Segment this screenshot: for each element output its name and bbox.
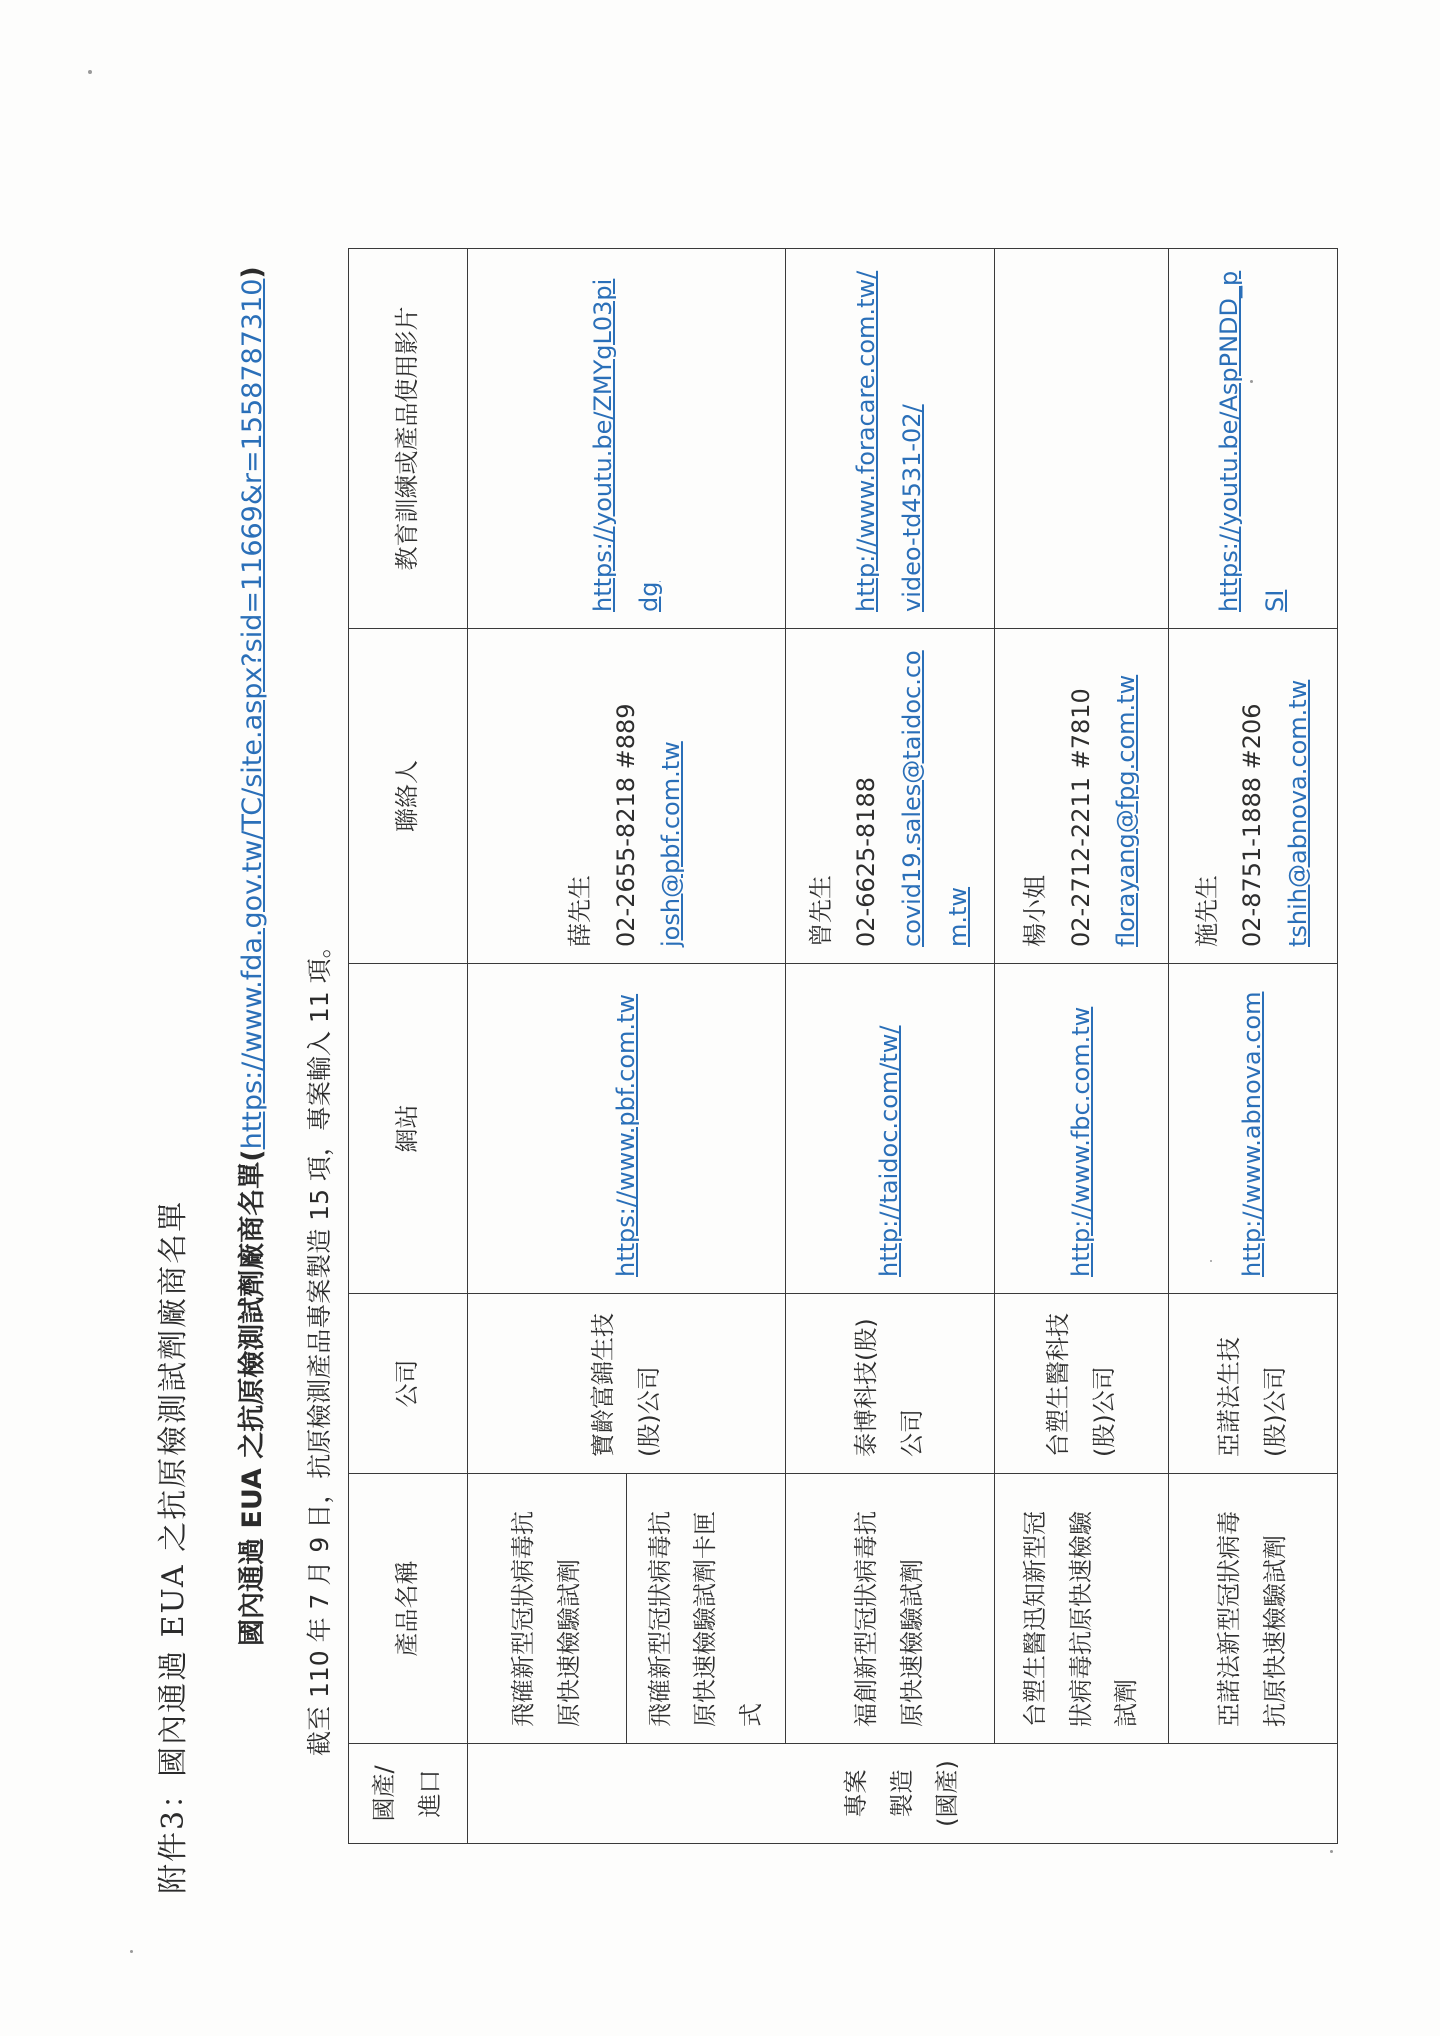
origin-label: 專案製造	[842, 1769, 916, 1818]
contact-name: 楊小姐	[1021, 875, 1050, 947]
header-website: 網站	[349, 964, 468, 1294]
fda-list-link[interactable]: https://www.fda.gov.tw/TC/site.aspx?sid=11669&r=1558787310	[237, 278, 268, 1150]
list-title-suffix: )	[237, 266, 268, 279]
contact-name: 薛先生	[566, 875, 595, 947]
table-row	[995, 249, 1169, 1844]
company-name: 台塑生醫科技(股)公司	[995, 1294, 1169, 1474]
product-name: 亞諾法新型冠狀病毒抗原快速檢驗試劑	[1169, 1474, 1338, 1744]
vendor-table	[348, 248, 1338, 1844]
company-name: 亞諾法生技(股)公司	[1169, 1294, 1338, 1474]
origin-sub: (國產)	[933, 1760, 962, 1827]
contact-email-link[interactable]: covid19.sales@taidoc.com.tw	[898, 650, 972, 947]
contact-cell	[1169, 629, 1338, 964]
video-cell	[1169, 249, 1338, 629]
date-note: 截至 110 年 7 月 9 日，抗原檢測產品專案製造 15 項，專案輸入 11 項。	[305, 933, 334, 1756]
video-link[interactable]: https://youtu.be/AspPNDD_pSI	[1215, 270, 1289, 612]
video-cell	[995, 249, 1169, 629]
company-name: 寶齡富錦生技(股)公司	[468, 1294, 786, 1474]
table-row	[468, 249, 627, 1844]
product-name: 台塑生醫迅知新型冠狀病毒抗原快速檢驗試劑	[995, 1474, 1169, 1744]
contact-phone: 02-8751-1888 #206	[1238, 703, 1267, 947]
contact-phone: 02-6625-8188	[852, 776, 881, 947]
contact-email-link[interactable]: florayang@fpg.com.tw	[1112, 674, 1141, 947]
video-link[interactable]: https://youtu.be/ZMYgL03pidg	[588, 278, 663, 612]
website-cell	[468, 964, 786, 1294]
origin-cell	[468, 1744, 1338, 1844]
list-title-prefix: 國內通過 EUA 之抗原檢測試劑廠商名單(	[237, 1149, 268, 1646]
table-header-row	[349, 249, 468, 1844]
contact-email-link[interactable]: josh@pbf.com.tw	[657, 741, 686, 947]
website-link[interactable]: http://www.abnova.com	[1238, 991, 1267, 1277]
website-cell	[786, 964, 995, 1294]
attachment-title: 附件3：國內通過 EUA 之抗原檢測試劑廠商名單	[156, 1199, 191, 1894]
list-title	[230, 266, 269, 1646]
table-row	[786, 249, 995, 1844]
header-company: 公司	[349, 1294, 468, 1474]
product-name: 福創新型冠狀病毒抗原快速檢驗試劑	[786, 1474, 995, 1744]
contact-phone: 02-2712-2211 #7810	[1066, 688, 1095, 947]
company-name: 泰博科技(股)公司	[786, 1294, 995, 1474]
website-link[interactable]: https://www.pbf.com.tw	[611, 993, 640, 1277]
website-cell	[995, 964, 1169, 1294]
table-row	[1169, 249, 1338, 1844]
contact-name: 曾先生	[806, 875, 835, 947]
contact-cell	[786, 629, 995, 964]
header-contact: 聯絡人	[349, 629, 468, 964]
header-product: 產品名稱	[349, 1474, 468, 1744]
header-origin: 國產/進口	[349, 1744, 468, 1844]
website-link[interactable]: http://www.fbc.com.tw	[1066, 1006, 1095, 1277]
video-cell	[786, 249, 995, 629]
contact-email-link[interactable]: tshih@abnova.com.tw	[1283, 679, 1312, 947]
video-link[interactable]: http://www.foracare.com.tw/video-td4531-02/	[852, 270, 926, 612]
contact-phone: 02-2655-8218 #889	[611, 703, 640, 947]
contact-cell	[468, 629, 786, 964]
contact-cell	[995, 629, 1169, 964]
website-cell	[1169, 964, 1338, 1294]
contact-name: 施先生	[1192, 875, 1221, 947]
product-name: 飛確新型冠狀病毒抗原快速檢驗試劑	[468, 1474, 627, 1744]
video-cell	[468, 249, 786, 629]
header-video: 教育訓練或產品使用影片	[349, 249, 468, 629]
product-name: 飛確新型冠狀病毒抗原快速檢驗試劑卡匣式	[627, 1474, 786, 1744]
website-link[interactable]: http://taidoc.com/tw/	[875, 1025, 904, 1277]
